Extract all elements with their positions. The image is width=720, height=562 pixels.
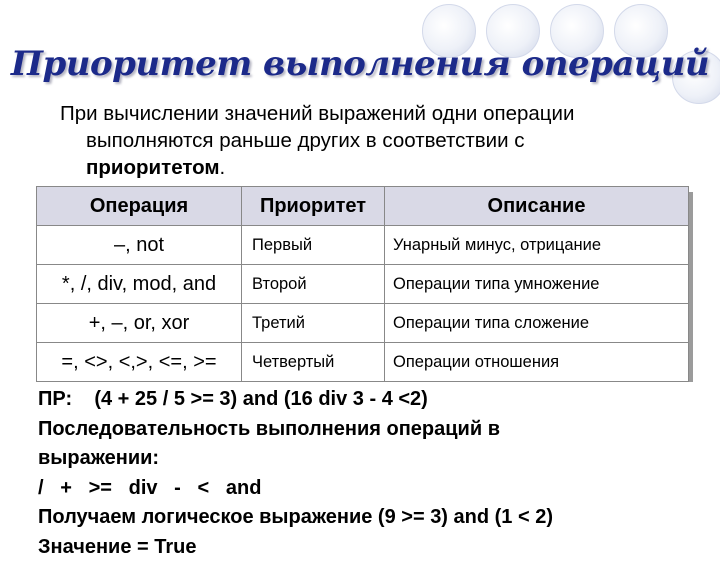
cell-description: Операции типа сложение xyxy=(385,304,689,343)
header-operation: Операция xyxy=(37,187,242,226)
intro-bold-term: приоритетом xyxy=(86,156,220,179)
intro-period: . xyxy=(220,156,226,179)
cell-priority: Второй xyxy=(242,265,385,304)
intro-line-3 xyxy=(60,154,680,181)
cell-priority: Первый xyxy=(242,226,385,265)
cell-operation: =, <>, <,>, <=, >= xyxy=(37,343,242,382)
table-row xyxy=(37,343,689,382)
header-priority: Приоритет xyxy=(242,187,385,226)
example-sequence-label: Последовательность выполнения операций в xyxy=(38,415,713,445)
table-row xyxy=(37,226,689,265)
cell-description: Операции типа умножение xyxy=(385,265,689,304)
priority-table xyxy=(36,186,689,382)
header-description: Описание xyxy=(385,187,689,226)
cell-operation: –, not xyxy=(37,226,242,265)
table-header-row xyxy=(37,187,689,226)
intro-text xyxy=(60,100,680,181)
example-block xyxy=(38,385,713,562)
intro-line-1: При вычислении значений выражений одни операции xyxy=(60,102,574,125)
slide-title: Приоритет выполнения операций xyxy=(0,44,720,84)
example-result: Значение = True xyxy=(38,533,713,562)
cell-operation: +, –, or, xor xyxy=(37,304,242,343)
table-row xyxy=(37,265,689,304)
cell-operation: *, /, div, mod, and xyxy=(37,265,242,304)
intro-line-2: выполняются раньше других в соответствии с xyxy=(60,127,680,154)
example-expression: ПР: (4 + 25 / 5 >= 3) and (16 div 3 - 4 <2) xyxy=(38,385,713,415)
example-sequence: / + >= div - < and xyxy=(38,474,713,504)
cell-priority: Четвертый xyxy=(242,343,385,382)
cell-priority: Третий xyxy=(242,304,385,343)
cell-description: Операции отношения xyxy=(385,343,689,382)
table-row xyxy=(37,304,689,343)
example-sequence-label-cont: выражении: xyxy=(38,444,713,474)
cell-description: Унарный минус, отрицание xyxy=(385,226,689,265)
example-logical-expression: Получаем логическое выражение (9 >= 3) and (1 < 2) xyxy=(38,503,713,533)
